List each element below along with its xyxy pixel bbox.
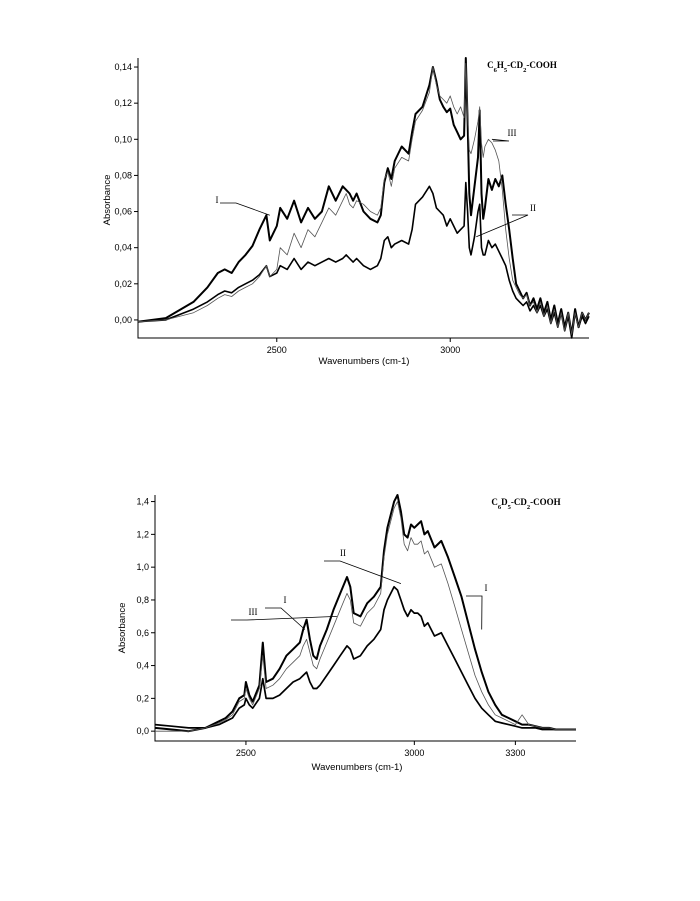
- chart-bottom-callout-line: [324, 561, 401, 584]
- chart-bottom-axes: [155, 495, 576, 741]
- chart-top-ytick-label: 0,02: [114, 278, 132, 289]
- chart-bottom-ytick-label: 1,0: [136, 562, 149, 573]
- chart-bottom-callout-line: [231, 616, 337, 620]
- chart-bottom-ylabel: Absorbance: [117, 602, 128, 654]
- chart-bottom-ytick-label: 1,4: [136, 496, 149, 507]
- chart-bottom-series-i: [155, 495, 576, 731]
- chart-top-ytick-label: 0,10: [114, 134, 132, 145]
- chart-top-xtick-label: 2500: [266, 345, 287, 355]
- chart-bottom-ytick-label: 0,6: [136, 627, 149, 638]
- chart-top-ytick-label: 0,04: [114, 242, 132, 253]
- chart-bottom-xtick-label: 3300: [505, 748, 526, 758]
- chart-top: [102, 58, 589, 367]
- chart-top-callout-line: [492, 139, 509, 141]
- chart-bottom-xtick-label: 2500: [235, 748, 256, 758]
- chart-bottom-ytick-label: 0,8: [136, 594, 149, 605]
- chart-bottom-callout-label: I: [484, 583, 488, 593]
- chart-bottom-series-iii: [155, 502, 576, 732]
- chart-bottom-callout-label: II: [340, 548, 346, 558]
- chart-top-ylabel: Absorbance: [102, 174, 113, 226]
- chart-bottom: [117, 495, 576, 773]
- chart-bottom-ytick-label: 0,4: [136, 660, 149, 671]
- chart-top-ytick-label: 0,08: [114, 170, 132, 181]
- chart-bottom-title: $C_6D_5-CD_2$-COOH: [491, 497, 561, 511]
- chart-bottom-ytick-label: 1,2: [136, 529, 149, 540]
- chart-bottom-callout-label: I: [283, 595, 287, 605]
- chart-top-callout-label: II: [530, 203, 536, 213]
- chart-top-ytick-label: 0,06: [114, 206, 132, 217]
- chart-top-ytick-label: 0,14: [114, 62, 132, 73]
- chart-bottom-ytick-label: 0,0: [136, 726, 149, 737]
- chart-top-ytick-label: 0,12: [114, 98, 132, 109]
- chart-top-callout-label: I: [215, 195, 219, 205]
- chart-top-series-ii: [138, 183, 589, 338]
- chart-top-title: $C_6H_5-CD_2$-COOH: [487, 60, 557, 74]
- chart-top-ytick-label: 0,00: [114, 314, 132, 325]
- chart-bottom-xlabel: Wavenumbers (cm-1): [311, 762, 403, 773]
- chart-top-callout-line: [220, 203, 270, 215]
- chart-bottom-callout-label: III: [248, 607, 258, 617]
- chart-top-xtick-label: 3000: [440, 345, 461, 355]
- chart-bottom-ytick-label: 0,2: [136, 693, 149, 704]
- chart-top-xlabel: Wavenumbers (cm-1): [318, 356, 410, 367]
- chart-bottom-xtick-label: 3000: [404, 748, 425, 758]
- chart-top-callout-label: III: [507, 128, 517, 138]
- chart-top-series-i: [138, 58, 589, 334]
